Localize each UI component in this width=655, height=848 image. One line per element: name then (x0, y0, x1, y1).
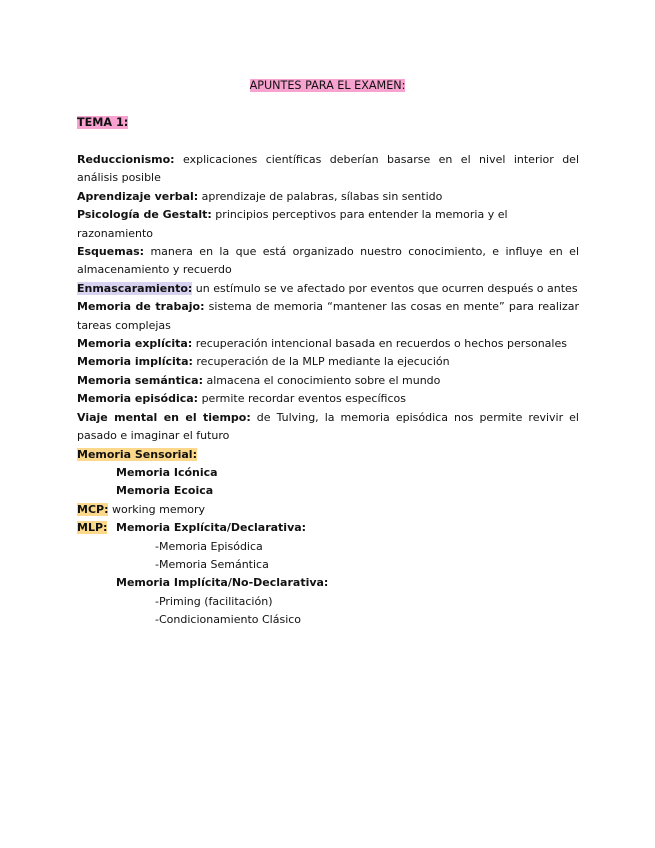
mcp-line (77, 501, 579, 519)
definition-text: de Tulving, la memoria episódica nos permite revivir el pasado e imaginar el futuro (77, 410, 579, 443)
definition-memoria-implicita (77, 353, 579, 371)
definition-text: aprendizaje de palabras, sílabas sin sentido (198, 189, 443, 203)
document-title: APUNTES PARA EL EXAMEN: (249, 79, 406, 92)
mcp-label: MCP: (77, 502, 109, 516)
definition-term: Memoria de trabajo: (77, 300, 205, 314)
definition-text: manera en la que está organizado nuestro conocimiento, e influye en el almacenamiento y recuerdo (77, 245, 579, 277)
mlp-explicita-item-episodica: -Memoria Episódica (155, 539, 263, 553)
mlp-explicita-item-semantica: -Memoria Semántica (155, 557, 269, 571)
memoria-sensorial-heading (77, 446, 579, 464)
title-line (0, 78, 655, 94)
sensorial-item-ecoica: Memoria Ecoica (116, 484, 214, 498)
definition-term: Viaje mental en el tiempo: (77, 410, 251, 424)
definition-memoria-trabajo (77, 298, 579, 335)
definition-term: Esquemas: (77, 245, 145, 259)
mlp-implicita-item-priming: -Priming (facilitación) (155, 594, 273, 608)
mlp-implicita-item-condicionamiento: -Condicionamiento Clásico (155, 613, 302, 627)
definition-reduccionismo (77, 151, 579, 188)
definition-term: Reduccionismo: (77, 153, 175, 166)
mlp-label-cell (77, 519, 116, 537)
definition-text: permite recordar eventos específicos (198, 392, 406, 406)
definition-text: recuperación de la MLP mediante la ejecución (192, 355, 450, 369)
notes-body (77, 151, 579, 630)
tema-label: TEMA 1: (77, 116, 129, 129)
definition-term: Memoria explícita: (77, 337, 193, 351)
mlp-explicita-label: Memoria Explícita/Declarativa: (116, 521, 307, 535)
definition-term: Aprendizaje verbal: (77, 189, 199, 203)
definition-enmascaramiento (77, 280, 579, 298)
mcp-text: working memory (108, 502, 206, 516)
definition-text: sistema de memoria “mantener las cosas en mente” para realizar tareas complejas (77, 300, 579, 332)
definition-text: principios perceptivos para entender la memoria y el razonamiento (77, 208, 508, 240)
definition-memoria-semantica (77, 372, 579, 390)
definition-esquemas (77, 243, 579, 280)
definition-term: Memoria implícita: (77, 355, 193, 369)
definition-term: Memoria semántica: (77, 373, 203, 387)
definition-memoria-episodica (77, 390, 579, 408)
section-heading (77, 115, 128, 131)
sensorial-label: Memoria Sensorial: (77, 447, 197, 461)
definition-term: Psicología de Gestalt: (77, 208, 212, 222)
definition-term: Enmascaramiento: (77, 281, 193, 295)
definition-aprendizaje-verbal (77, 188, 579, 206)
mlp-line (77, 519, 579, 537)
definition-text: recuperación intencional basada en recuerdos o hechos personales (192, 337, 567, 351)
mlp-implicita-label: Memoria Implícita/No-Declarativa: (116, 576, 329, 590)
definition-memoria-explicita (77, 335, 579, 353)
definition-text: un estímulo se ve afectado por eventos que ocurren después o antes (192, 281, 578, 295)
definition-viaje-mental (77, 409, 579, 446)
definition-text: explicaciones científicas deberían basarse en el nivel interior del análisis posible (77, 153, 579, 185)
sensorial-item-iconica: Memoria Icónica (116, 465, 218, 479)
definition-term: Memoria episódica: (77, 392, 199, 406)
mlp-label: MLP: (77, 521, 108, 535)
definition-gestalt (77, 206, 579, 243)
definition-text: almacena el conocimiento sobre el mundo (202, 373, 441, 387)
